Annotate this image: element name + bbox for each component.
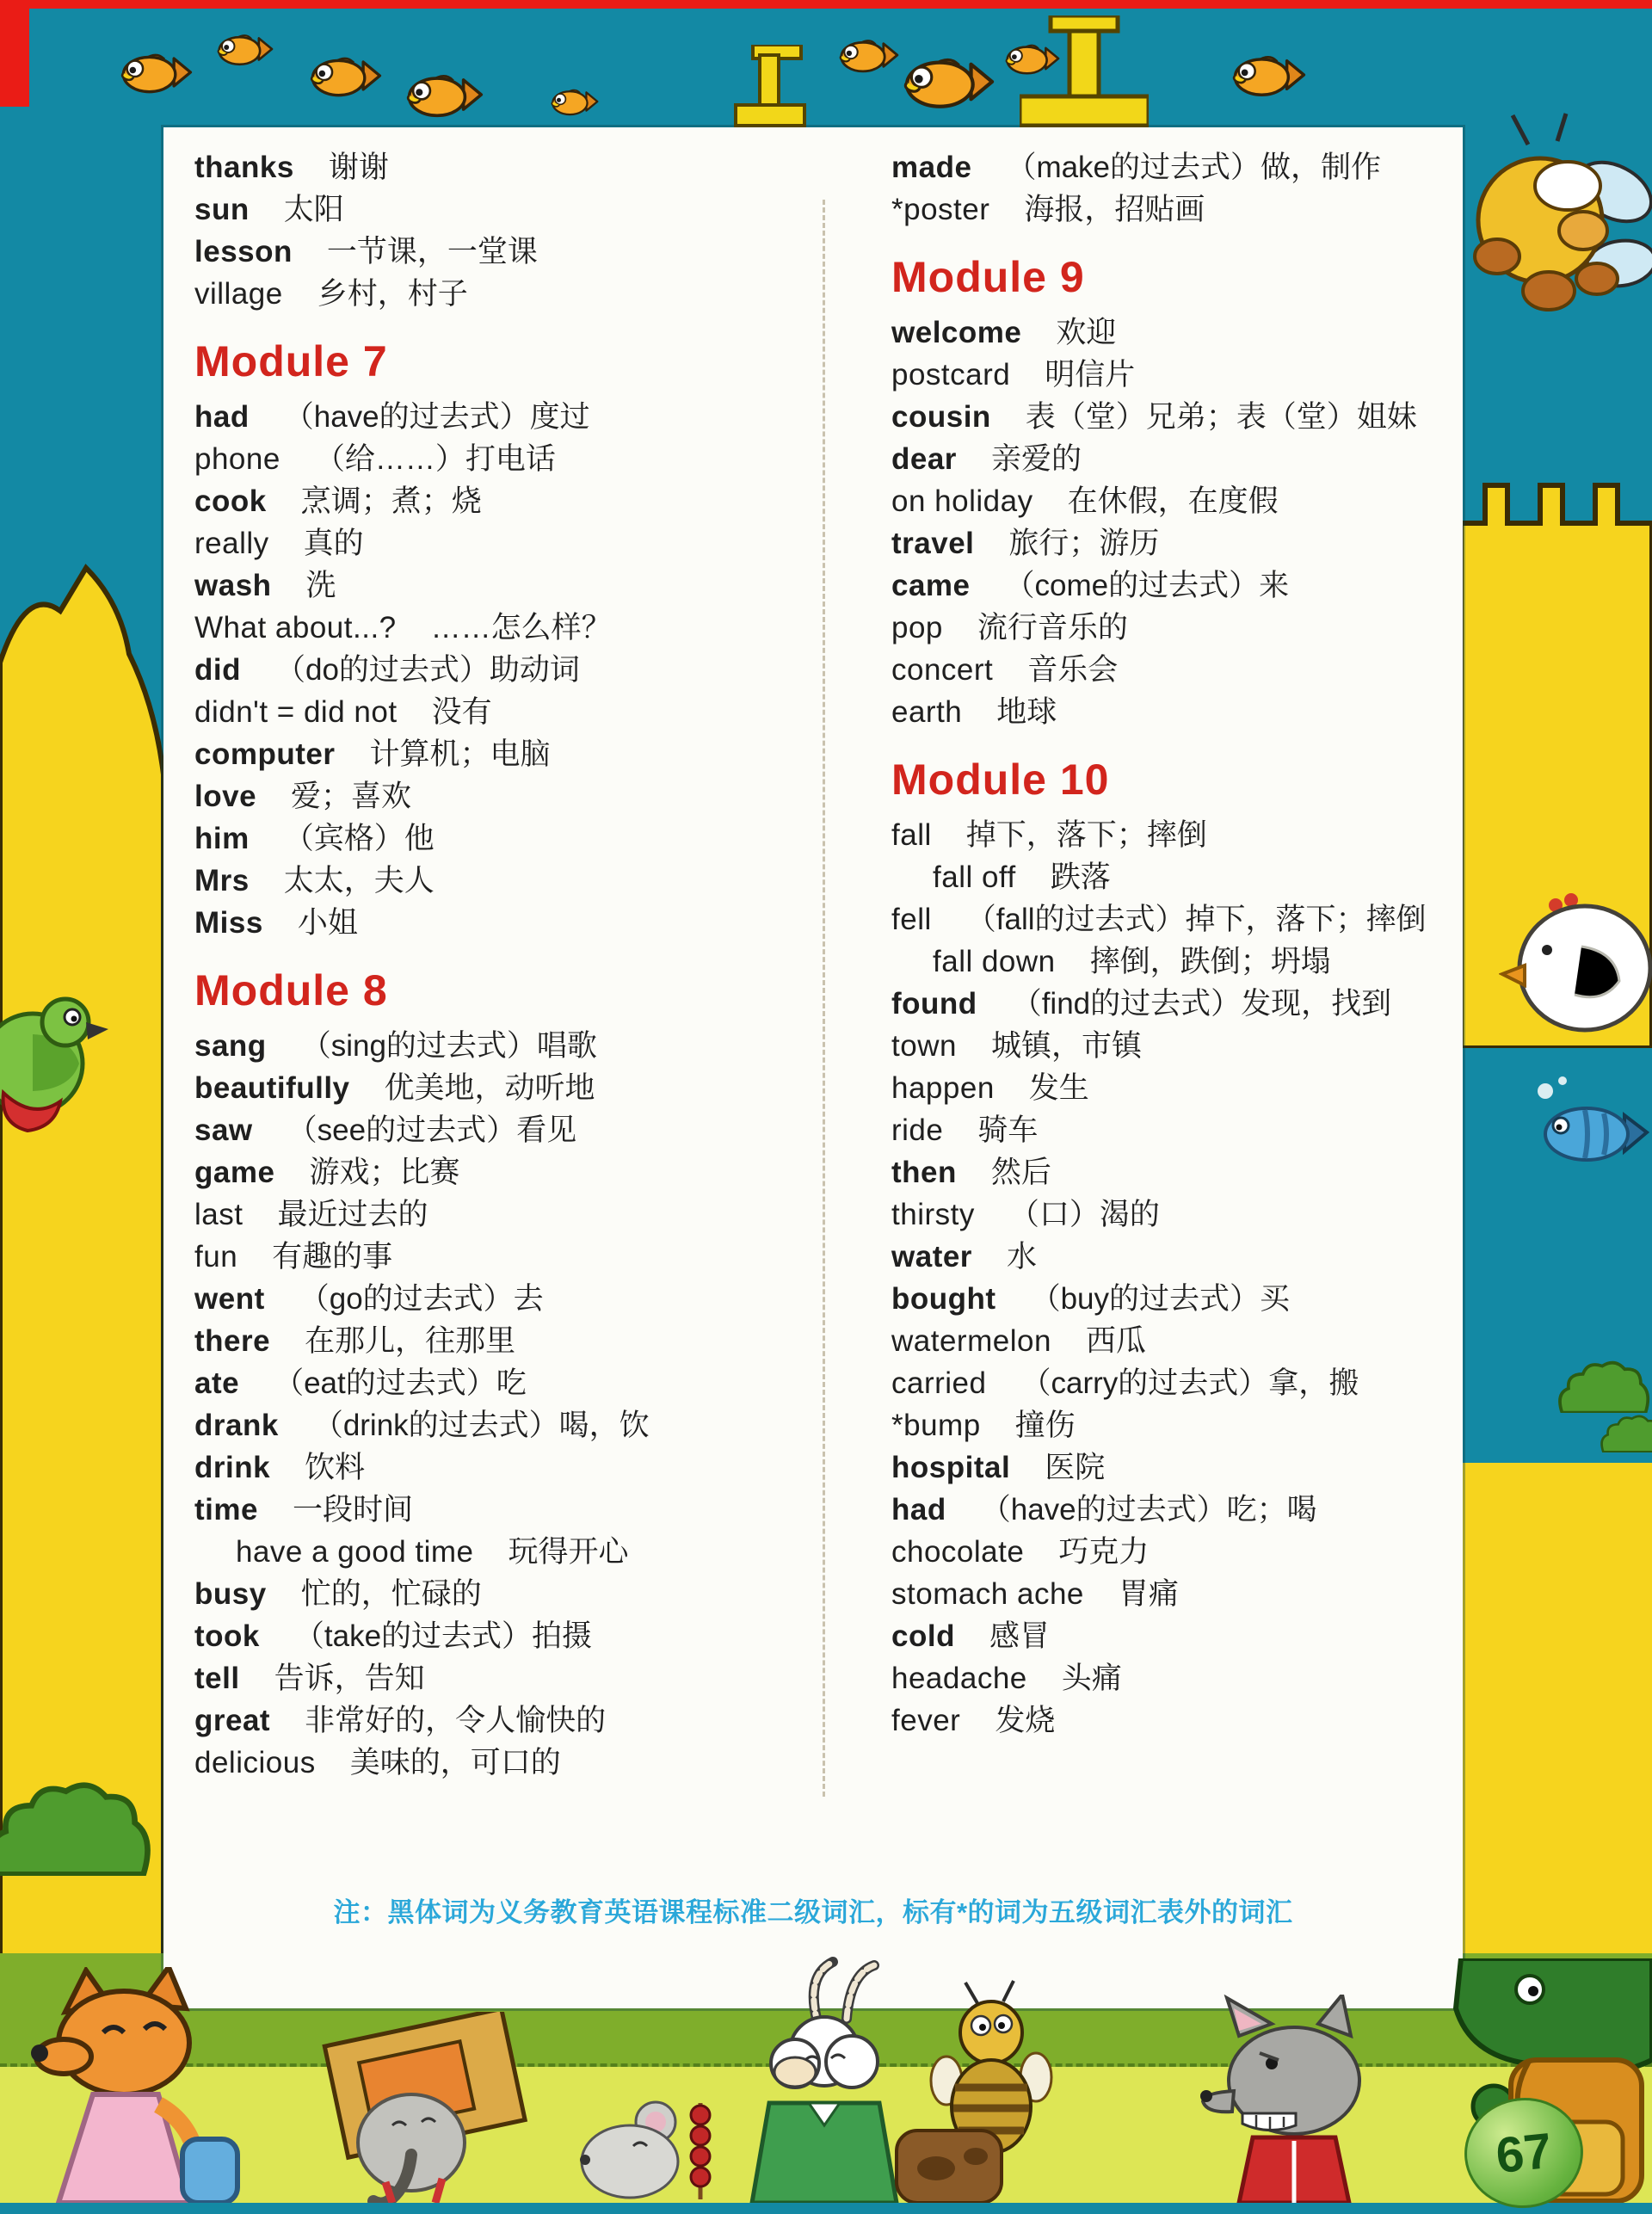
vocab-definition: 最近过去的 [277, 1198, 428, 1231]
vocab-entry [194, 1193, 650, 1236]
module-heading: Module 8 [194, 966, 388, 1014]
vocab-word: carried [891, 1366, 987, 1400]
sandcastle-top-icon [727, 45, 813, 127]
vocab-word: love [194, 780, 257, 813]
vocab-word: bought [891, 1282, 996, 1316]
vocab-word: fun [194, 1240, 238, 1274]
vocab-entry [194, 691, 650, 733]
vocab-definition: 医院 [1045, 1451, 1106, 1484]
vocab-entry [194, 273, 650, 315]
vocab-entry [194, 1615, 650, 1657]
vocab-entry [891, 480, 1427, 522]
vocab-word: ride [891, 1113, 944, 1147]
bush-icon [1556, 1356, 1652, 1413]
vocab-entry [891, 1531, 1427, 1573]
vocab-entry [891, 856, 1427, 898]
vocab-entry [891, 1446, 1427, 1489]
vocab-word: *poster [891, 193, 990, 226]
vocab-word: happen [891, 1071, 995, 1105]
vocab-entry [194, 1320, 650, 1362]
column-divider [823, 200, 825, 1797]
vocab-definition: （给……）打电话 [314, 442, 556, 476]
vocab-definition: 在那儿，往那里 [305, 1324, 516, 1358]
vocab-definition: 摔倒，跌倒；坍塌 [1089, 945, 1331, 978]
vocab-definition: 计算机；电脑 [369, 737, 551, 771]
vocab-entry [891, 940, 1427, 983]
vocab-word: great [194, 1704, 271, 1737]
vocab-entry [194, 1151, 650, 1193]
vocab-entry [194, 649, 650, 691]
vocab-definition: （eat的过去式）吃 [274, 1366, 527, 1400]
vocab-word: dear [891, 442, 957, 476]
vocab-definition: 乡村，村子 [317, 277, 468, 311]
vocab-word: went [194, 1282, 265, 1316]
vocab-definition: 烹调；煮；烧 [300, 484, 482, 518]
vocab-definition: 有趣的事 [272, 1240, 393, 1274]
vocab-definition: 没有 [431, 695, 492, 729]
vocab-definition: 一段时间 [292, 1493, 413, 1526]
vocab-entry [891, 607, 1427, 649]
vocab-word: fall off [933, 860, 1016, 894]
vocab-definition: 胃痛 [1118, 1577, 1179, 1611]
vocab-entry [194, 902, 650, 944]
vocab-entry [194, 1236, 650, 1278]
sand-island-left [0, 533, 163, 1979]
vocab-entry [194, 1699, 650, 1742]
vocab-word: What about...? [194, 611, 397, 644]
vocab-entry [891, 564, 1427, 607]
vocab-entry [891, 1615, 1427, 1657]
vocab-entry [891, 1489, 1427, 1531]
vocab-definition: 旅行；游历 [1008, 527, 1160, 560]
vocab-word: have a good time [236, 1535, 474, 1569]
vocab-entry [194, 1446, 650, 1489]
vocab-word: cook [194, 484, 267, 518]
vocab-definition: 在休假，在度假 [1067, 484, 1279, 518]
vocab-definition: 亲爱的 [990, 442, 1082, 476]
vocab-entry [194, 1025, 650, 1067]
vocab-word: time [194, 1493, 258, 1526]
vocab-definition: 巧克力 [1058, 1535, 1150, 1569]
vocab-word: saw [194, 1113, 253, 1147]
vocab-definition: 撞伤 [1014, 1409, 1076, 1442]
vocab-column-right [891, 146, 1427, 1742]
vocab-word: thirsty [891, 1198, 975, 1231]
vocab-definition: 爱；喜欢 [291, 780, 412, 813]
vocab-entry [194, 1067, 650, 1109]
vocab-word: chocolate [891, 1535, 1025, 1569]
vocab-definition: 城镇，市镇 [990, 1029, 1142, 1063]
vocab-definition: （drink的过去式）喝，饮 [312, 1409, 650, 1442]
vocab-definition: （make的过去式）做，制作 [1006, 151, 1382, 184]
module-heading: Module 10 [891, 755, 1110, 804]
vocab-entry [194, 775, 650, 817]
vocab-definition: 告诉，告知 [274, 1662, 425, 1695]
sandcastle-top-icon [1020, 15, 1149, 127]
parrot-icon [0, 981, 146, 1153]
vocab-definition: 掉下，落下；摔倒 [965, 818, 1207, 852]
vocab-footnote: 注：黑体词为义务教育英语课程标准二级词汇，标有*的词为五级词汇表外的词汇 [333, 1897, 1293, 1927]
vocab-word: drank [194, 1409, 279, 1442]
vocab-entry [194, 564, 650, 607]
vocab-word: ate [194, 1366, 240, 1400]
vocab-word: Miss [194, 906, 263, 940]
scan-border-top [0, 0, 1652, 9]
vocab-word: headache [891, 1662, 1027, 1695]
vocab-word: hospital [891, 1451, 1011, 1484]
vocab-definition: 游戏；比赛 [309, 1156, 460, 1189]
vocab-definition: 美味的，可口的 [349, 1746, 561, 1779]
vocab-definition: 头痛 [1061, 1662, 1122, 1695]
vocab-definition: 太太，夫人 [283, 864, 435, 897]
chicken-icon [1499, 886, 1652, 1038]
vocab-word: village [194, 277, 283, 311]
vocab-entry [194, 231, 650, 273]
vocab-definition: （carry的过去式）拿，搬 [1020, 1366, 1359, 1400]
elephant-character [282, 2012, 558, 2203]
vocab-word: concert [891, 653, 994, 687]
vocab-definition: 谢谢 [328, 151, 389, 184]
vocab-definition: 太阳 [283, 193, 344, 226]
vocab-word: cold [891, 1619, 955, 1653]
vocab-definition: 发生 [1028, 1071, 1089, 1105]
vocab-definition: （buy的过去式）买 [1030, 1282, 1290, 1316]
vocab-entry [891, 354, 1427, 396]
vocab-entry [891, 898, 1427, 940]
vocab-definition: 发烧 [995, 1704, 1056, 1737]
vocab-word: last [194, 1198, 243, 1231]
vocab-definition: 真的 [303, 527, 364, 560]
vocab-entry [194, 1362, 650, 1404]
fish-icon [839, 36, 899, 74]
vocab-entry [194, 188, 650, 231]
vocab-entry [194, 522, 650, 564]
vocab-column-left [194, 146, 650, 1784]
vocab-word: sang [194, 1029, 267, 1063]
vocab-entry [891, 649, 1427, 691]
vocab-entry [194, 438, 650, 480]
vocab-word: *bump [891, 1409, 981, 1442]
vocab-word: drink [194, 1451, 271, 1484]
vocab-entry [891, 1109, 1427, 1151]
vocab-definition: （have的过去式）度过 [283, 400, 590, 434]
vocab-word: Mrs [194, 864, 250, 897]
vocab-definition: 饮料 [305, 1451, 366, 1484]
vocab-word: stomach ache [891, 1577, 1084, 1611]
vocab-definition: 海报，招贴画 [1024, 193, 1205, 226]
vocab-word: wash [194, 569, 272, 602]
vocab-word: water [891, 1240, 972, 1274]
fish-icon [217, 31, 274, 67]
vocab-definition: （go的过去式）去 [299, 1282, 544, 1316]
vocab-definition: （口）渴的 [1008, 1198, 1160, 1231]
vocab-entry [891, 1573, 1427, 1615]
vocab-word: computer [194, 737, 336, 771]
vocab-word: tell [194, 1662, 240, 1695]
fox-character [14, 1967, 246, 2203]
vocab-word: then [891, 1156, 957, 1189]
vocab-entry [194, 817, 650, 860]
fish-icon [406, 71, 484, 119]
blue-fish-icon [1525, 1076, 1652, 1172]
vocab-definition: 非常好的，令人愉快的 [305, 1704, 607, 1737]
vocab-word: earth [891, 695, 963, 729]
vocab-entry [891, 1657, 1427, 1699]
vocab-entry [891, 983, 1427, 1025]
module-heading: Module 9 [891, 253, 1085, 301]
vocab-word: on holiday [891, 484, 1033, 518]
vocab-entry [194, 1109, 650, 1151]
vocab-entry [891, 1151, 1427, 1193]
vocab-word: busy [194, 1577, 267, 1611]
sand-strip-right [1463, 1463, 1652, 1979]
mouse-character [552, 2096, 721, 2203]
fish-icon [551, 86, 599, 117]
vocab-entry [891, 691, 1427, 733]
vocab-word: took [194, 1619, 260, 1653]
vocab-entry [891, 188, 1427, 231]
module-heading: Module 7 [194, 337, 388, 385]
fish-icon [1232, 52, 1306, 98]
scan-border-left [0, 0, 29, 107]
vocab-word: made [891, 151, 972, 184]
vocab-definition: 然后 [990, 1156, 1051, 1189]
vocab-definition: 骑车 [977, 1113, 1039, 1147]
vocab-definition: （have的过去式）吃；喝 [980, 1493, 1317, 1526]
vocab-definition: （do的过去式）助动词 [274, 653, 580, 687]
bush-icon [1599, 1411, 1652, 1452]
vocab-word: fell [891, 903, 932, 936]
vocab-word: thanks [194, 151, 294, 184]
vocab-entry [891, 146, 1427, 188]
bee-icon [1446, 110, 1652, 351]
vocab-word: found [891, 987, 977, 1021]
vocab-word: did [194, 653, 241, 687]
vocab-entry [194, 860, 650, 902]
vocab-entry [891, 438, 1427, 480]
vocab-word: him [194, 822, 250, 855]
wolf-character [1189, 1995, 1406, 2203]
vocab-word: sun [194, 193, 250, 226]
vocab-entry [194, 1742, 650, 1784]
vocab-definition: ……怎么样？ [430, 611, 612, 644]
vocab-word: pop [891, 611, 943, 644]
vocab-definition: （take的过去式）拍摄 [293, 1619, 593, 1653]
vocab-word: lesson [194, 235, 293, 268]
vocab-definition: 水 [1006, 1240, 1037, 1274]
vocab-entry [891, 1193, 1427, 1236]
vocab-word: delicious [194, 1746, 316, 1779]
vocab-word: town [891, 1029, 957, 1063]
vocab-entry [891, 1404, 1427, 1446]
vocab-entry [194, 146, 650, 188]
vocab-definition: 明信片 [1045, 358, 1136, 392]
fish-icon [120, 50, 193, 95]
vocab-word: beautifully [194, 1071, 350, 1105]
vocab-definition: 表（堂）兄弟；表（堂）姐妹 [1025, 400, 1417, 434]
vocab-word: had [891, 1493, 946, 1526]
vocab-entry [194, 1489, 650, 1531]
vocab-word: cousin [891, 400, 991, 434]
vocab-definition: （come的过去式）来 [1004, 569, 1290, 602]
vocab-entry [891, 396, 1427, 438]
vocab-entry [194, 1531, 650, 1573]
vocab-definition: 忙的，忙碌的 [300, 1577, 482, 1611]
vocab-panel [163, 127, 1463, 2008]
vocab-definition: 玩得开心 [508, 1535, 629, 1569]
vocab-entry [891, 814, 1427, 856]
vocab-entry [891, 1025, 1427, 1067]
fish-icon [902, 53, 996, 110]
vocab-definition: 跌落 [1050, 860, 1111, 894]
fish-icon [310, 53, 382, 98]
vocab-definition: 音乐会 [1027, 653, 1119, 687]
vocab-definition: 优美地，动听地 [384, 1071, 595, 1105]
vocab-definition: 洗 [305, 569, 336, 602]
vocab-word: really [194, 527, 269, 560]
vocab-entry [194, 607, 650, 649]
vocab-definition: （sing的过去式）唱歌 [300, 1029, 597, 1063]
vocab-word: came [891, 569, 971, 602]
vocab-word: didn't = did not [194, 695, 398, 729]
bush-icon [0, 1773, 155, 1876]
vocab-entry [194, 1278, 650, 1320]
vocab-entry [891, 1362, 1427, 1404]
vocab-word: watermelon [891, 1324, 1051, 1358]
vocab-word: fever [891, 1704, 961, 1737]
vocab-entry [891, 1067, 1427, 1109]
vocab-definition: （find的过去式）发现，找到 [1011, 987, 1392, 1021]
vocab-definition: 感冒 [989, 1619, 1050, 1653]
vocab-entry [891, 522, 1427, 564]
backpack-brown [893, 2125, 1005, 2203]
vocab-word: postcard [891, 358, 1011, 392]
vocab-entry [891, 1699, 1427, 1742]
vocab-definition: 流行音乐的 [977, 611, 1128, 644]
vocab-entry [891, 1278, 1427, 1320]
vocab-entry [194, 1573, 650, 1615]
vocab-definition: （宾格）他 [283, 822, 435, 855]
vocab-word: game [194, 1156, 275, 1189]
vocab-definition: （fall的过去式）掉下，落下；摔倒 [965, 903, 1427, 936]
vocab-word: fall [891, 818, 932, 852]
vocab-entry [891, 1320, 1427, 1362]
vocab-definition: 欢迎 [1056, 316, 1117, 349]
vocab-entry [891, 311, 1427, 354]
vocab-definition: （see的过去式）看见 [287, 1113, 577, 1147]
vocab-entry [194, 1404, 650, 1446]
vocab-definition: 西瓜 [1085, 1324, 1146, 1358]
vocab-word: there [194, 1324, 271, 1358]
vocab-entry [891, 1236, 1427, 1278]
vocab-word: travel [891, 527, 975, 560]
vocab-word: phone [194, 442, 280, 476]
vocab-entry [194, 733, 650, 775]
vocab-word: had [194, 400, 250, 434]
vocab-word: fall down [933, 945, 1056, 978]
vocab-definition: 小姐 [297, 906, 358, 940]
vocab-entry [194, 396, 650, 438]
vocab-entry [194, 480, 650, 522]
vocab-definition: 一节课，一堂课 [326, 235, 538, 268]
vocab-definition: 地球 [996, 695, 1057, 729]
vocab-word: welcome [891, 316, 1022, 349]
page-number: 67 [1493, 2122, 1555, 2184]
vocab-entry [194, 1657, 650, 1699]
